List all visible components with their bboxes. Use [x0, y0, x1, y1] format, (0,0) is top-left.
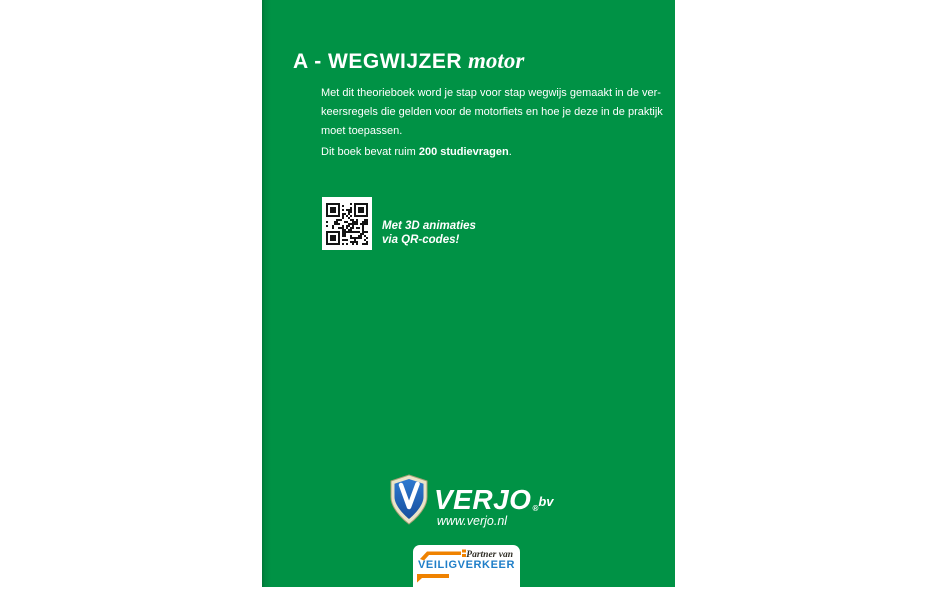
study-count-suffix: .	[508, 146, 512, 158]
qr-caption-line2: via QR-codes!	[382, 234, 460, 246]
qr-caption-line1: Met 3D animaties	[382, 220, 476, 232]
intro-line: Met dit theorieboek word je stap voor stap wegwijs gemaakt in de ver-	[321, 87, 661, 99]
qr-caption	[382, 219, 476, 247]
study-count-prefix: Dit boek bevat ruim	[321, 146, 419, 158]
study-count-line	[321, 146, 512, 158]
company-suffix: bv	[538, 494, 554, 509]
partner-badge	[413, 545, 520, 595]
cover-background	[262, 0, 675, 587]
intro-paragraph	[321, 84, 663, 141]
partner-organization: VEILIGVERKEER	[417, 559, 516, 571]
qr-code-panel	[322, 197, 372, 250]
verjo-wordmark: VERJO	[434, 484, 532, 515]
intro-line: moet toepassen.	[321, 125, 403, 137]
study-count-highlight: 200 studievragen	[418, 146, 509, 158]
verjo-wordmark-group	[434, 485, 554, 515]
partner-label: Partner van	[466, 550, 513, 560]
title-variant: motor	[468, 48, 525, 73]
spine-shadow	[262, 0, 272, 587]
website-url: www.verjo.nl	[436, 514, 508, 528]
page-title	[293, 48, 524, 74]
qr-code-icon	[326, 203, 368, 245]
registered-mark: ®	[532, 504, 539, 513]
intro-line: keersregels die gelden voor de motorfiets en hoe je deze in de praktijk	[321, 106, 663, 118]
title-main: A - WEGWIJZER	[293, 50, 463, 73]
